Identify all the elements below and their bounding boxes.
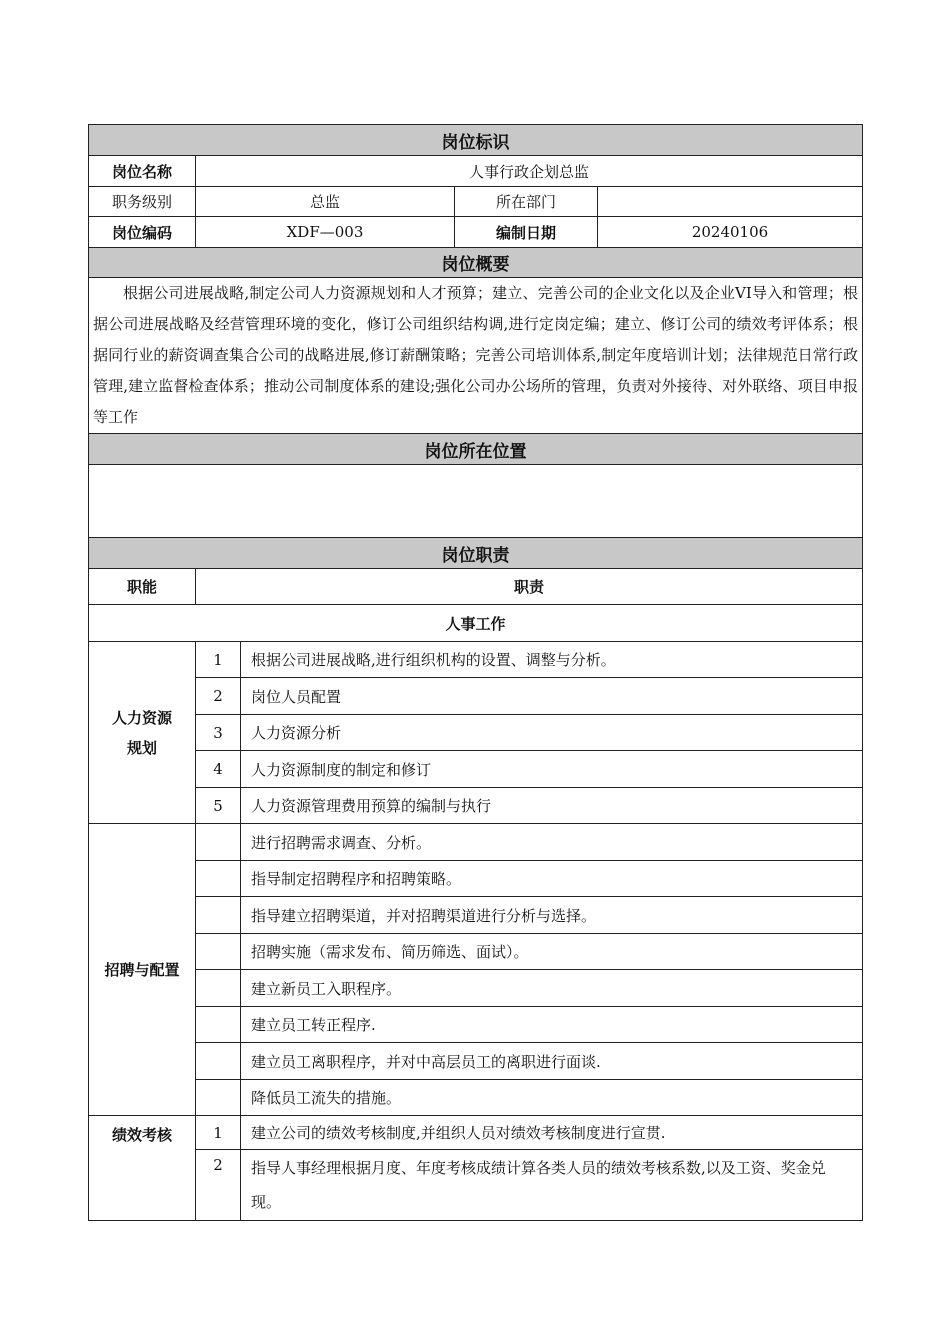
duty-number xyxy=(196,934,241,970)
duty-number: 5 xyxy=(196,788,241,824)
performance-label: 绩效考核 xyxy=(89,1116,196,1221)
duty-text: 建立员工离职程序，并对中高层员工的离职进行面谈. xyxy=(241,1043,863,1080)
table-row xyxy=(89,715,863,751)
section-title: 人事工作 xyxy=(89,605,863,642)
duty-text: 人力资源分析 xyxy=(241,715,863,751)
table-row xyxy=(89,788,863,824)
duty-number: 3 xyxy=(196,715,241,751)
date-value: 20240106 xyxy=(598,217,863,248)
duty-number: 1 xyxy=(196,1116,241,1150)
duty-number xyxy=(196,897,241,934)
duties-header: 岗位职责 xyxy=(89,538,863,569)
overview-text: 根据公司进展战略,制定公司人力资源规划和人才预算；建立、完善公司的企业文化以及企业VI导入和管理；根据公司进展战略及经营管理环境的变化，修订公司组织结构调,进行定岗定编；建立、修订公司的绩效考评体系；根据同行业的薪资调查集合公司的战略进展,修订薪酬策略；完善公司培训体系,制定年度培训计划；法律规范日常行政管理,建立监督检查体系；推动公司制度体系的建设;强化公司办公场所的管理，负责对外接待、对外联络、项目申报等工作 xyxy=(89,278,863,434)
function-column-header: 职能 xyxy=(89,569,196,605)
position-row xyxy=(89,465,863,538)
table-row xyxy=(89,897,863,934)
job-name-row xyxy=(89,156,863,187)
duty-column-header: 职责 xyxy=(196,569,863,605)
duty-text: 人力资源管理费用预算的编制与执行 xyxy=(241,788,863,824)
position-content xyxy=(89,465,863,538)
table-row xyxy=(89,1150,863,1221)
overview-row xyxy=(89,278,863,434)
duty-text: 建立公司的绩效考核制度,并组织人员对绩效考核制度进行宣贯. xyxy=(241,1116,863,1150)
duties-column-header-row xyxy=(89,569,863,605)
table-row xyxy=(89,751,863,788)
identity-header-row xyxy=(89,125,863,156)
job-description-table xyxy=(88,124,863,1221)
duties-header-row xyxy=(89,538,863,569)
table-row xyxy=(89,1043,863,1080)
date-label: 编制日期 xyxy=(455,217,598,248)
table-row xyxy=(89,861,863,897)
job-level-row xyxy=(89,187,863,217)
table-row xyxy=(89,642,863,678)
hr-planning-label xyxy=(89,642,196,824)
job-name-label: 岗位名称 xyxy=(89,156,196,187)
duty-number xyxy=(196,861,241,897)
duty-number: 1 xyxy=(196,642,241,678)
job-code-label: 岗位编码 xyxy=(89,217,196,248)
job-name-value: 人事行政企划总监 xyxy=(196,156,863,187)
identity-header: 岗位标识 xyxy=(89,125,863,156)
duty-number xyxy=(196,1043,241,1080)
duty-text: 建立新员工入职程序。 xyxy=(241,970,863,1007)
duty-text: 岗位人员配置 xyxy=(241,678,863,715)
duty-text: 降低员工流失的措施。 xyxy=(241,1080,863,1116)
duty-number: 4 xyxy=(196,751,241,788)
job-level-value: 总监 xyxy=(196,187,455,217)
table-row xyxy=(89,970,863,1007)
duty-text: 根据公司进展战略,进行组织机构的设置、调整与分析。 xyxy=(241,642,863,678)
table-row xyxy=(89,1007,863,1043)
job-level-label: 职务级别 xyxy=(89,187,196,217)
table-row xyxy=(89,824,863,861)
department-label: 所在部门 xyxy=(455,187,598,217)
duty-number xyxy=(196,1080,241,1116)
department-value xyxy=(598,187,863,217)
duty-text: 建立员工转正程序. xyxy=(241,1007,863,1043)
section-row xyxy=(89,605,863,642)
duty-text: 进行招聘需求调查、分析。 xyxy=(241,824,863,861)
duty-text: 指导建立招聘渠道，并对招聘渠道进行分析与选择。 xyxy=(241,897,863,934)
job-code-row xyxy=(89,217,863,248)
duty-number xyxy=(196,970,241,1007)
duty-text: 指导制定招聘程序和招聘策略。 xyxy=(241,861,863,897)
recruitment-label: 招聘与配置 xyxy=(89,824,196,1116)
duty-text: 人力资源制度的制定和修订 xyxy=(241,751,863,788)
hr-planning-label-text: 人力资源规划 xyxy=(112,708,173,757)
overview-header: 岗位概要 xyxy=(89,248,863,278)
duty-number: 2 xyxy=(196,678,241,715)
duty-number xyxy=(196,824,241,861)
position-header-row xyxy=(89,434,863,465)
table-row xyxy=(89,934,863,970)
table-row xyxy=(89,1080,863,1116)
duty-text: 指导人事经理根据月度、年度考核成绩计算各类人员的绩效考核系数,以及工资、奖金兑现。 xyxy=(241,1150,863,1221)
position-header: 岗位所在位置 xyxy=(89,434,863,465)
table-row xyxy=(89,1116,863,1150)
duty-number xyxy=(196,1007,241,1043)
duty-number: 2 xyxy=(196,1150,241,1221)
duty-text: 招聘实施（需求发布、简历筛选、面试）。 xyxy=(241,934,863,970)
table-row xyxy=(89,678,863,715)
overview-header-row xyxy=(89,248,863,278)
job-code-value: XDF—003 xyxy=(196,217,455,248)
